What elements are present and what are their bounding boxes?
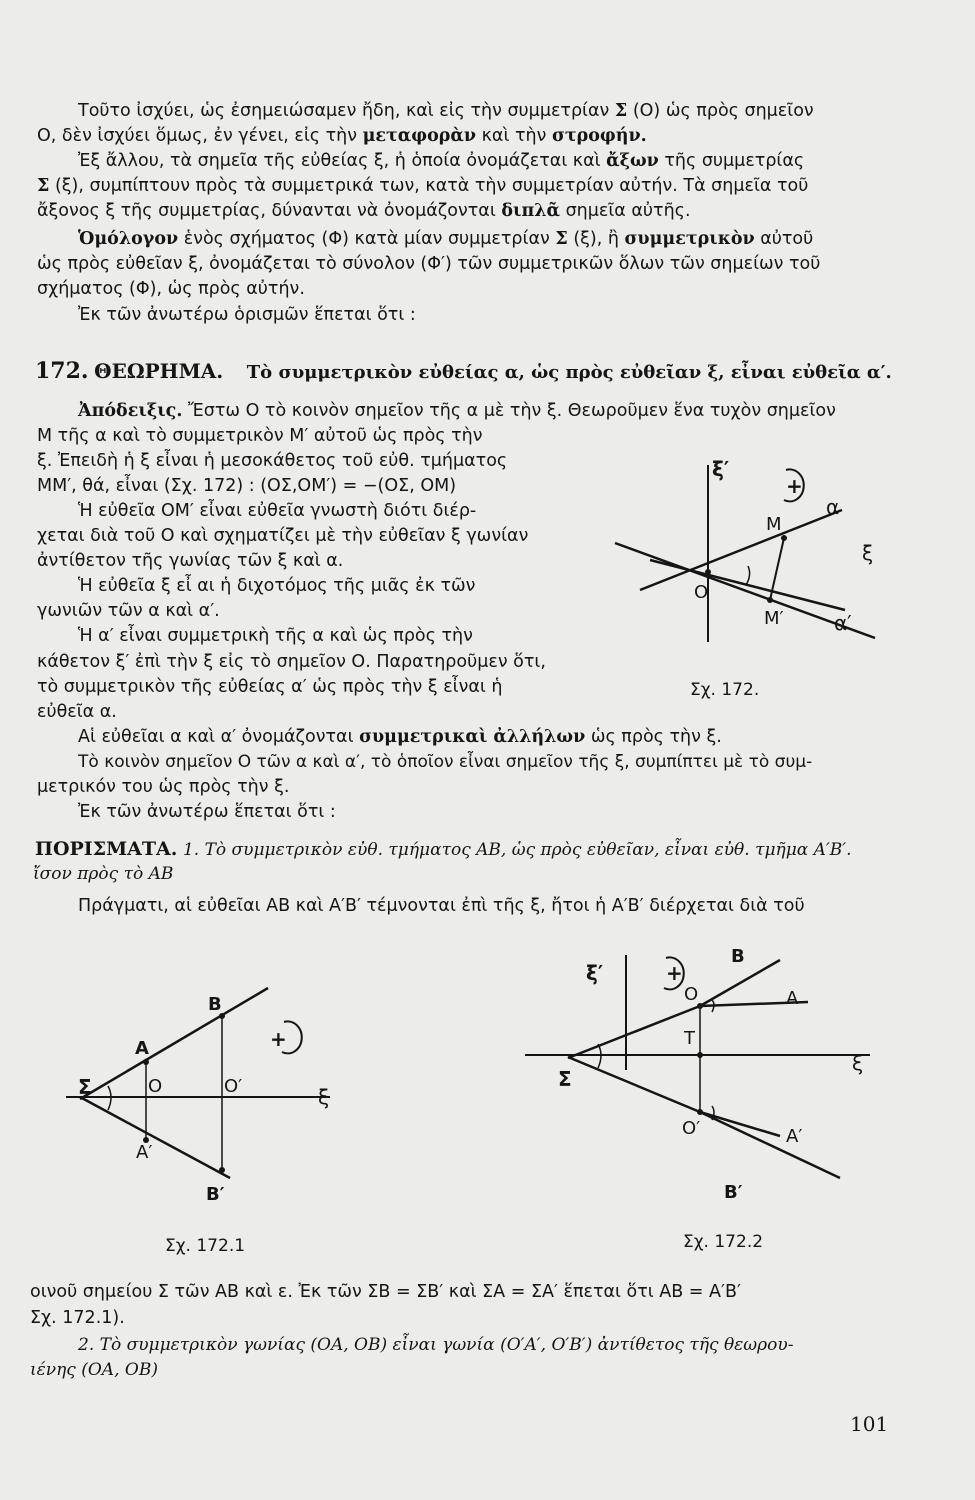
label-A-prime: Α′ (136, 1142, 153, 1163)
text-line: Ἐκ τῶν ἀνωτέρω ὁρισμῶν ἕπεται ὅτι : (78, 305, 416, 325)
text-line (37, 175, 808, 197)
corollary-2: 2. Τὸ συμμετρικὸν γωνίας (ΟΑ, ΟΒ) εἶναι γωνία (Ο′Α′, Ο′Β′) ἀντίθετος τῆς θεωρου- (78, 1335, 794, 1355)
point-M-prime (767, 597, 773, 603)
text-line: χεται διὰ τοῦ Ο καὶ σχηματίζει μὲ τὴν εὐθεῖαν ξ γωνίαν (37, 526, 529, 546)
bold-term: ἄξων (606, 151, 659, 171)
text-line: Ἐκ τῶν ἀνωτέρω ἕπεται ὅτι : (78, 802, 336, 822)
label-Sigma: Σ (78, 1075, 92, 1099)
text-line: Τὸ κοινὸν σημεῖον Ο τῶν α καὶ α′, τὸ ὁποῖον εἶναι σημεῖον τῆς ξ, συμπίπτει μὲ τὸ συμ- (78, 752, 813, 772)
angle-arc (712, 1106, 714, 1120)
label-M-prime: Μ′ (764, 608, 784, 629)
corollary-1: 1. Τὸ συμμετρικὸν εὐθ. τμήματος ΑΒ, ὡς πρὸς εὐθεῖαν, εἶναι εὐθ. τμῆμα Α′Β′. (182, 840, 852, 860)
text-line: τὸ συμμετρικὸν τῆς εὐθείας α′ ὡς πρὸς τὴν ξ εἶναι ἡ (37, 677, 503, 697)
label-xi-prime: ξ′ (712, 457, 730, 481)
label-O: Ο (694, 582, 709, 603)
text-line (78, 150, 804, 172)
text: Αἱ εὐθεῖαι α καὶ α′ ὀνομάζονται (78, 727, 354, 747)
text: Τοῦτο ἰσχύει, ὡς ἐσημειώσαμεν ἤδη, καὶ εἰς τὴν συμμετρίαν (78, 101, 610, 121)
ray-SO (568, 1006, 700, 1058)
label-plus: + (786, 474, 803, 498)
label-B: Β (208, 994, 222, 1015)
label-O-prime: Ο′ (682, 1118, 701, 1139)
line-a-prime (650, 560, 845, 610)
ray-O-prime-B-prime (700, 1112, 840, 1178)
text-line (37, 125, 647, 147)
text-line: Ἡ α′ εἶναι συμμετρικὴ τῆς α καὶ ὡς πρὸς τὴν (78, 626, 473, 646)
symbol: Σ (37, 176, 50, 196)
text-line: μετρικόν του ὡς πρὸς τὴν ξ. (37, 777, 290, 797)
text-line: Πράγματι, αἱ εὐθεῖαι ΑΒ καὶ Α′Β′ τέμνονται ἐπὶ τῆς ξ, ἤτοι ἡ Α′Β′ διέρχεται διὰ τοῦ (78, 896, 805, 916)
text: τῆς συμμετρίας (664, 151, 805, 171)
page-number: 101 (850, 1412, 889, 1436)
text-line: Σχ. 172.1). (30, 1308, 125, 1328)
bold-term: διπλᾶ (501, 201, 561, 221)
bold-term: μεταφορὰν (362, 126, 477, 146)
text-line: σχήματος (Φ), ὡς πρὸς αὐτήν. (37, 279, 305, 299)
label-plus: + (270, 1027, 287, 1051)
text: αὐτοῦ (760, 229, 814, 249)
text-line: γωνιῶν τῶν α καὶ α′. (37, 601, 220, 621)
label-xi-prime: ξ′ (586, 961, 604, 985)
theorem-heading (35, 358, 892, 386)
corollaries-label: ΠΟΡΙΣΜΑΤΑ. (35, 838, 178, 860)
text-line (78, 726, 722, 748)
text: Ἐξ ἄλλου, τὰ σημεῖα τῆς εὐθείας ξ, ἡ ὁποία ὀνομάζεται καὶ (78, 151, 601, 171)
figure-caption: Σχ. 172.1 (165, 1236, 246, 1256)
bold-term: στροφήν. (551, 126, 647, 146)
label-A: Α (135, 1038, 149, 1059)
text-line (78, 228, 813, 250)
label-O: Ο (684, 984, 699, 1005)
label-A-prime: Α′ (786, 1126, 803, 1147)
text-line: οινοῦ σημείου Σ τῶν ΑΒ καὶ ε. Ἐκ τῶν ΣΒ = ΣΒ′ καὶ ΣΑ = ΣΑ′ ἕπεται ὅτι ΑΒ = Α′Β′ (30, 1282, 741, 1302)
theorem-number: 172. (35, 358, 89, 384)
angle-arc (746, 566, 750, 585)
label-Sigma: Σ (558, 1067, 572, 1091)
text: (ξ), συμπίπτουν πρὸς τὰ συμμετρικά των, κατὰ τὴν συμμετρίαν αὐτήν. Τὰ σημεῖα τοῦ (54, 176, 809, 196)
label-O-prime: Ο′ (224, 1076, 243, 1097)
point-O (705, 569, 711, 575)
text-line: ΜΜ′, θά, εἶναι (Σχ. 172) : (ΟΣ,ΟΜ′) = −(ΟΣ, ΟΜ) (37, 476, 457, 496)
label-xi: ξ (852, 1051, 864, 1075)
text-line: ιένης (ΟΑ, ΟΒ) (30, 1360, 158, 1380)
text-line: Μ τῆς α καὶ τὸ συμμετρικὸν Μ′ αὐτοῦ ὡς πρὸς τὴν (37, 426, 483, 446)
label-M: Μ (766, 514, 782, 535)
ray-SB-prime (80, 1097, 230, 1178)
text: ὡς πρὸς τὴν ξ. (590, 727, 722, 747)
figure-172-1 (60, 980, 340, 1205)
text: ἄξονος ξ τῆς συμμετρίας, δύνανται νὰ ὀνομάζονται (37, 201, 496, 221)
bold-term: συμμετρικὸν (624, 229, 755, 249)
label-a: α (826, 495, 840, 519)
point-M (781, 535, 787, 541)
label-O: Ο (148, 1076, 163, 1097)
bold-term: Ἀπόδειξις. (78, 401, 183, 421)
point-B-prime (219, 1167, 225, 1173)
bold-term: συμμετρικαὶ ἀλλήλων (359, 727, 586, 747)
text: σημεῖα αὐτῆς. (565, 201, 691, 221)
text-line: κάθετον ξ′ ἐπὶ τὴν ξ εἰς τὸ σημεῖον Ο. Παρατηροῦμεν ὅτι, (37, 652, 546, 672)
text-line: Ἡ εὐθεῖα ΟΜ′ εἶναι εὐθεῖα γνωστὴ διότι διέρ- (78, 501, 477, 521)
text: Ἔστω Ο τὸ κοινὸν σημεῖον τῆς α μὲ τὴν ξ. Θεωροῦμεν ἕνα τυχὸν σημεῖον (188, 401, 836, 421)
label-a-prime: α′ (834, 611, 852, 635)
figure-caption: Σχ. 172. (690, 680, 760, 700)
ray-O-prime-A-prime (700, 1112, 780, 1136)
ray-SO-prime (568, 1057, 700, 1112)
text-line (78, 400, 836, 422)
label-T: Τ (684, 1028, 695, 1049)
text-line: ὡς πρὸς εὐθεῖαν ξ, ὀνομάζεται τὸ σύνολον (Φ′) τῶν συμμετρικῶν ὅλων τῶν σημείων τοῦ (37, 254, 821, 274)
theorem-statement: Τὸ συμμετρικὸν εὐθείας α, ὡς πρὸς εὐθεῖαν ξ, εἶναι εὐθεῖα α′. (246, 362, 892, 383)
text: καὶ τὴν (481, 126, 547, 146)
figure-172 (610, 455, 910, 705)
text: ἑνὸς σχήματος (Φ) κατὰ μίαν συμμετρίαν (183, 229, 550, 249)
text: (Ο) ὡς πρὸς σημεῖον (632, 101, 814, 121)
text: (ξ), ἢ (573, 229, 619, 249)
text-line: ξ. Ἐπειδὴ ἡ ξ εἶναι ἡ μεσοκάθετος τοῦ εὐθ. τμήματος (37, 451, 508, 471)
text-line (37, 200, 691, 222)
segment-MM-prime (770, 538, 784, 600)
text-line: εὐθεῖα α. (37, 702, 117, 722)
label-B-prime: Β′ (724, 1182, 743, 1203)
point-A (143, 1059, 149, 1065)
label-xi: ξ (862, 541, 874, 565)
corollaries-heading (35, 838, 852, 861)
label-xi: ξ (318, 1085, 330, 1109)
text-line: ἀντίθετον τῆς γωνίας τῶν ξ καὶ α. (37, 551, 344, 571)
text: Ο, δὲν ἰσχύει ὅμως, ἐν γένει, εἰς τὴν (37, 126, 357, 146)
bold-term: Ὁμόλογον (78, 229, 179, 249)
line-a (640, 510, 842, 590)
text-line: ἴσον πρὸς τὸ ΑΒ (33, 864, 174, 884)
label-A: Α (786, 988, 799, 1009)
figure-caption: Σχ. 172.2 (683, 1232, 764, 1252)
symbol: Σ (555, 229, 568, 249)
symbol: Σ (614, 101, 628, 121)
label-B-prime: Β′ (206, 1184, 225, 1205)
text-line (78, 100, 814, 122)
label-B: Β (731, 946, 745, 967)
point-O-prime (697, 1109, 703, 1115)
label-plus: + (666, 961, 683, 985)
text-line: Ἡ εὐθεῖα ξ εἶ αι ἡ διχοτόμος τῆς μιᾶς ἐκ τῶν (78, 576, 476, 596)
theorem-label: ΘΕΩΡΗΜΑ. (94, 359, 224, 383)
point-T (697, 1052, 703, 1058)
figure-172-2 (520, 945, 880, 1225)
